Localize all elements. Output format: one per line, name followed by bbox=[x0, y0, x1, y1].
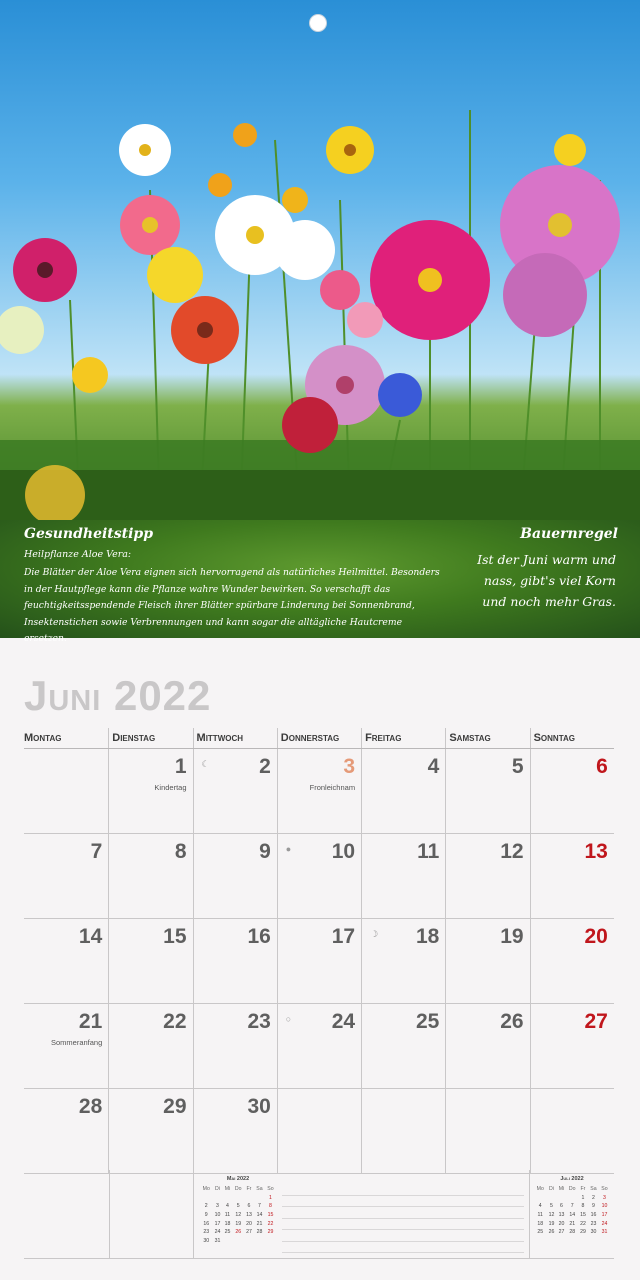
mini-day: 28 bbox=[569, 1229, 576, 1236]
mini-day: 16 bbox=[590, 1212, 597, 1219]
day-cell bbox=[277, 749, 361, 833]
mini-day: 19 bbox=[548, 1220, 555, 1227]
farmer-rule-text: Ist der Juni warm und nass, gibt's viel Korn und noch mehr Gras. bbox=[477, 552, 616, 609]
mini-day: 11 bbox=[224, 1212, 231, 1219]
mini-day bbox=[556, 1194, 566, 1203]
mini-day: 20 bbox=[558, 1220, 565, 1227]
mini-weekday: Mo bbox=[202, 1186, 210, 1193]
day-number: 19 bbox=[500, 925, 524, 948]
day-cell bbox=[445, 749, 529, 833]
mini-day: 31 bbox=[214, 1237, 221, 1244]
mini-day: 28 bbox=[256, 1229, 263, 1236]
mini-day: 8 bbox=[581, 1203, 585, 1210]
weekday-label: Mittwoch bbox=[193, 728, 277, 748]
day-number: 22 bbox=[163, 1010, 187, 1033]
weekday-label: Samstag bbox=[445, 728, 529, 748]
day-cell bbox=[361, 919, 445, 1003]
mini-day: 10 bbox=[214, 1212, 221, 1219]
note-line bbox=[282, 1196, 524, 1208]
day-number: 2 bbox=[259, 755, 271, 778]
holiday-label: Fronleichnam bbox=[309, 783, 356, 792]
day-cell bbox=[445, 1004, 529, 1088]
day-number: 27 bbox=[584, 1010, 608, 1033]
mini-day: 7 bbox=[570, 1203, 574, 1210]
mini-day: 22 bbox=[580, 1220, 586, 1227]
mini-day: 3 bbox=[216, 1203, 219, 1210]
mini-day: 21 bbox=[569, 1220, 576, 1227]
day-cell bbox=[24, 919, 108, 1003]
farmer-rule-title: Bauernregel bbox=[520, 526, 618, 542]
mini-day: 19 bbox=[235, 1220, 242, 1227]
mini-day: 1 bbox=[581, 1194, 585, 1201]
header-photo-wildflower-meadow bbox=[0, 0, 640, 520]
day-cell bbox=[108, 1004, 192, 1088]
mini-calendar-next bbox=[534, 1176, 610, 1237]
moon-phase-icon: ● bbox=[285, 844, 292, 854]
day-cell bbox=[445, 834, 529, 918]
mini-day: 29 bbox=[580, 1229, 586, 1236]
footer-divider bbox=[193, 1170, 194, 1258]
mini-day: 24 bbox=[214, 1229, 221, 1236]
moon-phase-icon: ☾ bbox=[201, 759, 210, 769]
mini-day: 10 bbox=[601, 1203, 608, 1210]
mini-day: 21 bbox=[256, 1220, 263, 1227]
mini-day: 3 bbox=[603, 1194, 606, 1201]
week-row bbox=[24, 919, 614, 1004]
day-number: 13 bbox=[584, 840, 608, 863]
day-number: 20 bbox=[584, 925, 608, 948]
day-number: 6 bbox=[596, 755, 608, 778]
weekday-label: Sonntag bbox=[530, 728, 614, 748]
week-row bbox=[24, 749, 614, 834]
mini-day: 29 bbox=[267, 1229, 274, 1236]
note-line bbox=[282, 1230, 524, 1242]
mini-weekday: Do bbox=[234, 1186, 242, 1193]
mini-day: 17 bbox=[214, 1220, 221, 1227]
moon-phase-icon: ○ bbox=[285, 1014, 292, 1024]
day-number: 24 bbox=[331, 1010, 356, 1033]
mini-weekday: Di bbox=[549, 1186, 554, 1193]
mini-day bbox=[566, 1194, 577, 1203]
note-line bbox=[282, 1219, 524, 1231]
weekday-label: Donnerstag bbox=[277, 728, 361, 748]
footer-divider bbox=[109, 1170, 110, 1258]
mini-weekday: Sa bbox=[590, 1186, 597, 1193]
day-cell bbox=[24, 834, 108, 918]
mini-day: 26 bbox=[235, 1229, 242, 1236]
health-tip-subtitle: Heilpflanze Aloe Vera: bbox=[24, 549, 132, 560]
day-number: 14 bbox=[78, 925, 103, 948]
mini-day: 25 bbox=[537, 1229, 544, 1236]
day-cell bbox=[277, 1089, 361, 1173]
footer-divider bbox=[529, 1170, 530, 1258]
day-cell bbox=[193, 834, 277, 918]
weekday-label: Montag bbox=[24, 732, 62, 744]
mini-weekday: Mi bbox=[224, 1186, 231, 1193]
day-number: 10 bbox=[331, 840, 356, 863]
day-cell bbox=[530, 1004, 614, 1088]
mini-calendar-title: Mai 2022 bbox=[226, 1176, 250, 1182]
weekday-label: Freitag bbox=[361, 728, 445, 748]
mini-day: 30 bbox=[590, 1229, 597, 1236]
day-number: 1 bbox=[174, 755, 187, 778]
day-cell bbox=[108, 919, 192, 1003]
day-cell bbox=[361, 1004, 445, 1088]
mini-day: 22 bbox=[267, 1220, 274, 1227]
mini-day: 20 bbox=[246, 1220, 252, 1227]
mini-day: 25 bbox=[224, 1229, 231, 1236]
day-cell bbox=[24, 749, 108, 833]
mini-day: 13 bbox=[246, 1212, 252, 1219]
hanging-hole bbox=[309, 14, 327, 32]
mini-day bbox=[232, 1237, 243, 1246]
day-number: 11 bbox=[417, 840, 440, 863]
day-number: 9 bbox=[259, 840, 271, 863]
mini-day: 18 bbox=[537, 1220, 544, 1227]
day-number: 7 bbox=[90, 840, 103, 863]
day-cell bbox=[277, 1004, 361, 1088]
mini-day: 5 bbox=[236, 1203, 240, 1210]
mini-day: 12 bbox=[235, 1212, 242, 1219]
mini-day: 14 bbox=[569, 1212, 576, 1219]
mini-weekday: Fr bbox=[580, 1186, 586, 1193]
mini-day: 12 bbox=[548, 1212, 555, 1219]
mini-day: 5 bbox=[550, 1203, 553, 1210]
month-title: Juni 2022 bbox=[24, 672, 212, 719]
mini-day: 15 bbox=[267, 1212, 274, 1219]
mini-day: 16 bbox=[203, 1220, 210, 1227]
day-number: 30 bbox=[247, 1095, 271, 1118]
mini-day bbox=[534, 1194, 546, 1203]
mini-day: 23 bbox=[590, 1220, 597, 1227]
mini-calendar-title: Juli 2022 bbox=[560, 1176, 584, 1182]
day-cell bbox=[361, 834, 445, 918]
mini-day: 6 bbox=[560, 1203, 563, 1210]
day-cell bbox=[24, 1004, 108, 1088]
footer-strip bbox=[24, 1170, 614, 1259]
notes-lines bbox=[282, 1184, 524, 1253]
day-cell bbox=[445, 1089, 529, 1173]
day-cell bbox=[530, 834, 614, 918]
day-number: 18 bbox=[415, 925, 440, 948]
holiday-label: Kindertag bbox=[154, 783, 187, 792]
week-row bbox=[24, 1004, 614, 1089]
mini-calendar-prev bbox=[200, 1176, 276, 1245]
day-number: 26 bbox=[500, 1010, 524, 1033]
day-cell bbox=[193, 1089, 277, 1173]
mini-weekday: So bbox=[267, 1186, 274, 1193]
day-number: 25 bbox=[415, 1010, 440, 1033]
note-line bbox=[282, 1184, 524, 1196]
mini-day bbox=[546, 1194, 556, 1203]
day-number: 17 bbox=[331, 925, 356, 948]
mini-day: 17 bbox=[601, 1212, 608, 1219]
mini-day: 4 bbox=[538, 1203, 542, 1210]
mini-day: 23 bbox=[203, 1229, 210, 1236]
mini-day: 11 bbox=[537, 1212, 543, 1219]
mini-day bbox=[254, 1194, 265, 1203]
health-tip-text: Die Blätter der Aloe Vera eignen sich hervorragend als natürliches Heilmittel. Besonders in der Hautpflege kann die Pflanze wahre Wunder bewirken. So verschafft das feuchtigkeitsspendende Fleisch ihrer Blätter spürbare Linderung bei Sonnenbrand, Insektenstichen sowie Verbrennungen und kann sogar die alltägliche Hautcreme ersetzen. bbox=[24, 567, 440, 644]
weekday-label: Dienstag bbox=[108, 728, 192, 748]
week-row bbox=[24, 834, 614, 919]
mini-day bbox=[212, 1194, 222, 1203]
day-number: 16 bbox=[247, 925, 271, 948]
mini-day: 27 bbox=[246, 1229, 252, 1236]
mini-weekday: Mo bbox=[536, 1186, 544, 1193]
day-cell bbox=[530, 1089, 614, 1173]
mini-weekday: Fr bbox=[246, 1186, 252, 1193]
mini-day bbox=[265, 1237, 276, 1246]
mini-weekday: So bbox=[601, 1186, 608, 1193]
health-tip-title: Gesundheitstipp bbox=[24, 526, 154, 542]
mini-day: 26 bbox=[548, 1229, 555, 1236]
mini-day: 31 bbox=[601, 1229, 608, 1236]
weeks-container bbox=[24, 749, 614, 1174]
day-number: 21 bbox=[78, 1010, 103, 1033]
mini-day: 13 bbox=[558, 1212, 565, 1219]
day-cell bbox=[445, 919, 529, 1003]
holiday-label: Sommeranfang bbox=[50, 1038, 103, 1047]
day-cell bbox=[24, 1089, 108, 1173]
mini-day: 27 bbox=[558, 1229, 565, 1236]
mini-day: 6 bbox=[247, 1203, 251, 1210]
mini-day: 24 bbox=[601, 1220, 608, 1227]
day-cell bbox=[530, 919, 614, 1003]
day-cell bbox=[277, 834, 361, 918]
mini-day: 4 bbox=[226, 1203, 229, 1210]
mini-day: 9 bbox=[592, 1203, 595, 1210]
mini-day: 14 bbox=[256, 1212, 263, 1219]
note-line bbox=[282, 1207, 524, 1219]
mini-day bbox=[254, 1237, 265, 1246]
day-number: 8 bbox=[174, 840, 187, 863]
day-cell bbox=[193, 749, 277, 833]
mini-day: 9 bbox=[204, 1212, 208, 1219]
mini-day: 2 bbox=[592, 1194, 595, 1201]
calendar-grid bbox=[24, 728, 614, 1174]
mini-day: 7 bbox=[258, 1203, 261, 1210]
mini-weekday: Mi bbox=[558, 1186, 565, 1193]
mini-day: 30 bbox=[203, 1237, 210, 1244]
mini-day: 8 bbox=[269, 1203, 272, 1210]
day-number: 4 bbox=[427, 755, 440, 778]
mini-day: 18 bbox=[224, 1220, 231, 1227]
moon-phase-icon: ☽ bbox=[370, 929, 379, 939]
day-cell bbox=[361, 749, 445, 833]
mini-day: 2 bbox=[204, 1203, 208, 1210]
mini-calendar-table bbox=[534, 1185, 610, 1237]
day-cell bbox=[108, 749, 192, 833]
mini-weekday: Di bbox=[215, 1186, 220, 1193]
day-cell bbox=[530, 749, 614, 833]
mini-day bbox=[222, 1237, 232, 1246]
day-cell bbox=[193, 1004, 277, 1088]
week-row bbox=[24, 1089, 614, 1174]
day-cell bbox=[361, 1089, 445, 1173]
mini-calendar-table bbox=[200, 1185, 276, 1245]
day-number: 29 bbox=[163, 1095, 187, 1118]
day-cell bbox=[193, 919, 277, 1003]
day-number: 3 bbox=[343, 755, 356, 778]
day-cell bbox=[277, 919, 361, 1003]
mini-weekday: Sa bbox=[256, 1186, 263, 1193]
note-line bbox=[282, 1242, 524, 1254]
day-cell bbox=[108, 834, 192, 918]
day-number: 28 bbox=[78, 1095, 103, 1118]
mini-day bbox=[232, 1194, 243, 1203]
mini-day bbox=[200, 1194, 212, 1203]
mini-weekday: Do bbox=[568, 1186, 576, 1193]
day-number: 12 bbox=[500, 840, 524, 863]
day-number: 5 bbox=[511, 755, 524, 778]
mini-day bbox=[222, 1194, 232, 1203]
mini-day bbox=[244, 1194, 254, 1203]
day-cell bbox=[108, 1089, 192, 1173]
day-number: 23 bbox=[247, 1010, 271, 1033]
day-number: 15 bbox=[163, 925, 187, 948]
mini-day: 1 bbox=[269, 1194, 272, 1201]
weekday-header bbox=[24, 728, 614, 749]
mini-day: 15 bbox=[580, 1212, 586, 1219]
wildflower-illustration bbox=[0, 0, 640, 520]
mini-day bbox=[244, 1237, 254, 1246]
